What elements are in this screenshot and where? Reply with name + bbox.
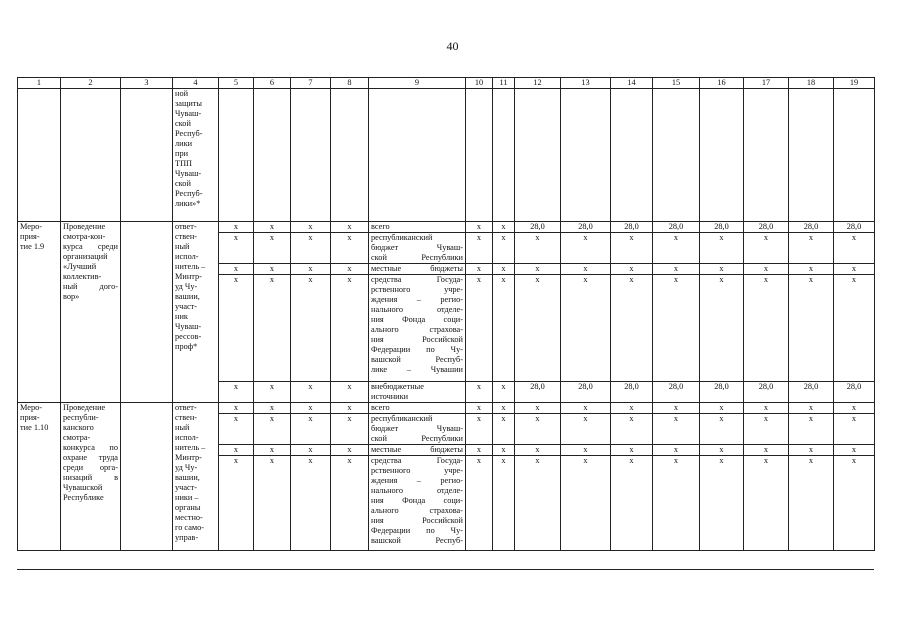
activity-name-line: Проведение (63, 222, 106, 231)
code-cell: x (493, 456, 515, 551)
code-cell: x (254, 275, 291, 382)
code-cell: x (254, 403, 291, 414)
funding-source-line: ального страхова- (371, 506, 463, 515)
code-cell: x (219, 264, 254, 275)
executor-cell-line: ствен- (175, 232, 198, 241)
year-value: 28,0 (700, 382, 744, 403)
year-value: x (744, 233, 789, 264)
activity-number-line: тие 1.9 (20, 242, 45, 251)
code-cell: x (466, 222, 493, 233)
year-value: x (653, 403, 700, 414)
funding-source-line: местные бюджеты (371, 445, 463, 454)
column-number: 10 (466, 78, 493, 89)
column-number: 14 (611, 78, 653, 89)
empty-cell (653, 89, 700, 222)
executor-cell-line: местно- (175, 513, 203, 522)
year-value: x (561, 456, 611, 551)
empty-cell (789, 89, 834, 222)
funding-source (369, 445, 466, 456)
funding-source-line: ния Фонда соци- (371, 496, 463, 505)
year-value: x (834, 456, 875, 551)
code-cell: x (219, 222, 254, 233)
activity-name-line: конкурса по (63, 443, 118, 452)
year-value: x (561, 264, 611, 275)
activity-name-line: Республике (63, 493, 104, 502)
funding-source-line: ждения – регио- (371, 295, 463, 304)
executor-cell-continued-line: Чуваш- (175, 169, 202, 178)
year-value: x (834, 414, 875, 445)
year-value: x (834, 264, 875, 275)
funding-source-line: бюджет Чуваш- (371, 243, 463, 252)
year-value: x (653, 445, 700, 456)
activity-name-line: Чувашской (63, 483, 103, 492)
funding-source-line: республиканский (371, 233, 433, 242)
column-number: 3 (121, 78, 173, 89)
year-value: x (611, 456, 653, 551)
executor-cell-line: участ- (175, 483, 198, 492)
funding-source (369, 275, 466, 382)
executor-cell-continued-line: ТПП (175, 159, 193, 168)
column-number: 17 (744, 78, 789, 89)
code-cell: x (219, 445, 254, 456)
empty-cell (18, 89, 61, 222)
code-cell: x (331, 233, 369, 264)
table-bottom-rule (17, 569, 874, 570)
executor-cell-continued-line: ской (175, 119, 191, 128)
column-number-row (18, 78, 875, 89)
year-value: x (611, 445, 653, 456)
empty-cell (291, 89, 331, 222)
year-value: x (611, 275, 653, 382)
empty-cell (121, 89, 173, 222)
column-number: 16 (700, 78, 744, 89)
activity-name-line: республи- (63, 413, 99, 422)
code-cell: x (219, 456, 254, 551)
year-value: x (611, 414, 653, 445)
code-cell: x (254, 382, 291, 403)
code-cell: x (219, 233, 254, 264)
activity-name-line: курса среди (63, 242, 118, 251)
executor-cell-line: ники – (175, 493, 199, 502)
year-value: x (789, 264, 834, 275)
activity-name-line: вор» (63, 292, 80, 301)
empty-cell (744, 89, 789, 222)
year-value: x (744, 456, 789, 551)
executor-cell-continued-line: Респуб- (175, 189, 203, 198)
executor-cell-continued-line: лики»* (175, 199, 201, 208)
year-value: x (561, 414, 611, 445)
code-cell: x (291, 233, 331, 264)
empty-cell (61, 89, 121, 222)
year-value: 28,0 (561, 222, 611, 233)
funding-source-line: вашской Респуб- (371, 536, 463, 545)
empty-cell (121, 222, 173, 403)
funding-source-line: ального страхова- (371, 325, 463, 334)
code-cell: x (466, 264, 493, 275)
code-cell: x (493, 445, 515, 456)
year-value: x (653, 414, 700, 445)
activity-number-line: прия- (20, 232, 40, 241)
year-value: x (700, 233, 744, 264)
table-row (18, 403, 875, 414)
executor-cell-line: участ- (175, 302, 198, 311)
executor-cell-line: ный (175, 242, 190, 251)
code-cell: x (493, 275, 515, 382)
funding-source-line: ждения – регио- (371, 476, 463, 485)
code-cell: x (331, 403, 369, 414)
year-value: x (653, 456, 700, 551)
funding-source-line: рственного учре- (371, 285, 463, 294)
empty-cell (515, 89, 561, 222)
code-cell: x (254, 233, 291, 264)
executor-cell-continued-line: Респуб- (175, 129, 203, 138)
funding-source-line: ской Республики (371, 434, 463, 443)
funding-source (369, 382, 466, 403)
activity-number-line: Меро- (20, 222, 43, 231)
code-cell: x (254, 445, 291, 456)
code-cell: x (254, 414, 291, 445)
year-value: x (789, 456, 834, 551)
activity-name-line: среди орга- (63, 463, 118, 472)
executor-cell-continued-line: защиты (175, 99, 202, 108)
activity-name-line: «Лучший (63, 262, 97, 271)
year-value: x (700, 275, 744, 382)
year-value: x (700, 403, 744, 414)
table-row (18, 222, 875, 233)
executor-cell-continued-line: при (175, 149, 189, 158)
year-value: x (789, 233, 834, 264)
year-value: x (789, 275, 834, 382)
empty-cell (493, 89, 515, 222)
activity-number (18, 222, 61, 403)
code-cell: x (466, 382, 493, 403)
activity-number-line: Меро- (20, 403, 43, 412)
year-value: x (744, 275, 789, 382)
year-value: x (789, 403, 834, 414)
executor-cell-continued-line: Чуваш- (175, 109, 202, 118)
column-number: 4 (173, 78, 219, 89)
code-cell: x (466, 414, 493, 445)
activity-number (18, 403, 61, 551)
code-cell: x (219, 382, 254, 403)
code-cell: x (331, 414, 369, 445)
year-value: 28,0 (611, 222, 653, 233)
code-cell: x (331, 456, 369, 551)
year-value: x (744, 445, 789, 456)
executor-cell-line: уд Чу- (175, 463, 198, 472)
year-value: 28,0 (834, 222, 875, 233)
year-value: x (789, 445, 834, 456)
executor-cell-line: рессов- (175, 332, 202, 341)
empty-cell (219, 89, 254, 222)
code-cell: x (291, 456, 331, 551)
year-value: x (515, 403, 561, 414)
executor-cell-line: Минтр- (175, 272, 202, 281)
funding-source-line: лике – Чувашии (371, 365, 463, 374)
funding-source-line: нального отделе- (371, 486, 463, 495)
code-cell: x (291, 264, 331, 275)
year-value: x (834, 233, 875, 264)
executor-cell-line: ствен- (175, 413, 198, 422)
executor-cell-line: уд Чу- (175, 282, 198, 291)
year-value: 28,0 (653, 222, 700, 233)
code-cell: x (291, 445, 331, 456)
code-cell: x (493, 382, 515, 403)
empty-cell (331, 89, 369, 222)
code-cell: x (493, 222, 515, 233)
activity-name-line: ный дого- (63, 282, 118, 291)
year-value: x (611, 403, 653, 414)
activity-name-line: организаций (63, 252, 108, 261)
year-value: x (515, 414, 561, 445)
executor-cell (173, 222, 219, 403)
code-cell: x (331, 264, 369, 275)
activity-name (61, 222, 121, 403)
funding-source-line: республиканский (371, 414, 433, 423)
year-value: x (744, 414, 789, 445)
executor-cell-line: го само- (175, 523, 205, 532)
empty-cell (611, 89, 653, 222)
activity-name-line: смотра-кон- (63, 232, 106, 241)
empty-cell (561, 89, 611, 222)
funding-source-line: бюджет Чуваш- (371, 424, 463, 433)
year-value: x (515, 275, 561, 382)
activity-name (61, 403, 121, 551)
year-value: 28,0 (789, 382, 834, 403)
empty-cell (834, 89, 875, 222)
year-value: x (515, 456, 561, 551)
executor-cell-line: органы (175, 503, 201, 512)
funding-source (369, 222, 466, 233)
year-value: 28,0 (744, 222, 789, 233)
code-cell: x (254, 456, 291, 551)
year-value: x (561, 445, 611, 456)
funding-source-line: Федерации по Чу- (371, 345, 463, 354)
executor-cell-line: нитель – (175, 443, 206, 452)
activity-name-line: смотра- (63, 433, 91, 442)
column-number: 1 (18, 78, 61, 89)
funding-source-line: Федерации по Чу- (371, 526, 463, 535)
code-cell: x (466, 403, 493, 414)
year-value: 28,0 (515, 382, 561, 403)
column-number: 12 (515, 78, 561, 89)
funding-source-line: источники (371, 392, 409, 401)
year-value: x (834, 403, 875, 414)
year-value: x (744, 403, 789, 414)
executor-cell-line: проф* (175, 342, 198, 351)
funding-source (369, 233, 466, 264)
code-cell: x (291, 382, 331, 403)
funding-source-line: внебюджетные (371, 382, 424, 391)
executor-cell-continued (173, 89, 219, 222)
code-cell: x (466, 275, 493, 382)
year-value: x (744, 264, 789, 275)
year-value: 28,0 (611, 382, 653, 403)
year-value: x (515, 445, 561, 456)
year-value: x (611, 264, 653, 275)
empty-cell (466, 89, 493, 222)
program-activities-table (17, 77, 875, 551)
executor-cell-line: вашии, (175, 292, 200, 301)
code-cell: x (291, 414, 331, 445)
funding-source (369, 403, 466, 414)
year-value: 28,0 (744, 382, 789, 403)
code-cell: x (219, 403, 254, 414)
code-cell: x (219, 414, 254, 445)
code-cell: x (254, 264, 291, 275)
activity-name-line: коллектив- (63, 272, 102, 281)
column-number: 6 (254, 78, 291, 89)
column-number: 15 (653, 78, 700, 89)
continuation-row (18, 89, 875, 222)
year-value: x (561, 403, 611, 414)
year-value: x (789, 414, 834, 445)
executor-cell-line: испол- (175, 433, 199, 442)
executor-cell-continued-line: ской (175, 179, 191, 188)
executor-cell (173, 403, 219, 551)
year-value: x (653, 275, 700, 382)
year-value: x (561, 233, 611, 264)
column-number: 19 (834, 78, 875, 89)
executor-cell-line: ответ- (175, 403, 197, 412)
column-number: 9 (369, 78, 466, 89)
year-value: 28,0 (700, 222, 744, 233)
year-value: x (700, 456, 744, 551)
funding-source-line: ния Российской (371, 516, 463, 525)
code-cell: x (466, 456, 493, 551)
activity-name-line: охране труда (63, 453, 118, 462)
year-value: 28,0 (561, 382, 611, 403)
activity-name-line: Проведение (63, 403, 106, 412)
funding-source (369, 264, 466, 275)
empty-cell (369, 89, 466, 222)
code-cell: x (291, 403, 331, 414)
year-value: x (700, 414, 744, 445)
funding-source-line: средства Госуда- (371, 456, 463, 465)
code-cell: x (493, 264, 515, 275)
executor-cell-line: испол- (175, 252, 199, 261)
executor-cell-line: Минтр- (175, 453, 202, 462)
code-cell: x (331, 222, 369, 233)
code-cell: x (493, 403, 515, 414)
executor-cell-line: вашии, (175, 473, 200, 482)
year-value: 28,0 (653, 382, 700, 403)
year-value: x (700, 445, 744, 456)
funding-source-line: средства Госуда- (371, 275, 463, 284)
year-value: x (515, 264, 561, 275)
activity-name-line: низаций в (63, 473, 118, 482)
activity-name-line: канского (63, 423, 94, 432)
executor-cell-line: ответ- (175, 222, 197, 231)
code-cell: x (493, 233, 515, 264)
column-number: 5 (219, 78, 254, 89)
column-number: 2 (61, 78, 121, 89)
code-cell: x (291, 275, 331, 382)
executor-cell-line: нитель – (175, 262, 206, 271)
executor-cell-continued-line: ной (175, 89, 189, 98)
code-cell: x (331, 445, 369, 456)
code-cell: x (466, 233, 493, 264)
column-number: 18 (789, 78, 834, 89)
code-cell: x (493, 414, 515, 445)
year-value: x (515, 233, 561, 264)
executor-cell-line: ник (175, 312, 188, 321)
empty-cell (254, 89, 291, 222)
funding-source-line: ния Фонда соци- (371, 315, 463, 324)
column-number: 7 (291, 78, 331, 89)
funding-source-line: ния Российской (371, 335, 463, 344)
year-value: x (653, 264, 700, 275)
funding-source (369, 414, 466, 445)
funding-source-line: рственного учре- (371, 466, 463, 475)
empty-cell (700, 89, 744, 222)
funding-source-line: нального отделе- (371, 305, 463, 314)
activity-number-line: тие 1.10 (20, 423, 49, 432)
executor-cell-line: ный (175, 423, 190, 432)
funding-source-line: вашской Респуб- (371, 355, 463, 364)
column-number: 8 (331, 78, 369, 89)
year-value: x (834, 275, 875, 382)
executor-cell-continued-line: лики (175, 139, 193, 148)
activity-number-line: прия- (20, 413, 40, 422)
year-value: x (561, 275, 611, 382)
executor-cell-line: управ- (175, 533, 199, 542)
empty-cell (121, 403, 173, 551)
year-value: x (834, 445, 875, 456)
code-cell: x (219, 275, 254, 382)
funding-source-line: местные бюджеты (371, 264, 463, 273)
code-cell: x (331, 382, 369, 403)
column-number: 13 (561, 78, 611, 89)
column-number: 11 (493, 78, 515, 89)
year-value: x (700, 264, 744, 275)
funding-source-line: ской Республики (371, 253, 463, 262)
funding-source-line: всего (371, 222, 390, 231)
year-value: x (611, 233, 653, 264)
funding-source (369, 456, 466, 551)
code-cell: x (254, 222, 291, 233)
page-number: 40 (446, 39, 459, 53)
executor-cell-line: Чуваш- (175, 322, 202, 331)
year-value: 28,0 (789, 222, 834, 233)
funding-source-line: всего (371, 403, 390, 412)
year-value: 28,0 (515, 222, 561, 233)
code-cell: x (331, 275, 369, 382)
code-cell: x (291, 222, 331, 233)
year-value: 28,0 (834, 382, 875, 403)
year-value: x (653, 233, 700, 264)
code-cell: x (466, 445, 493, 456)
